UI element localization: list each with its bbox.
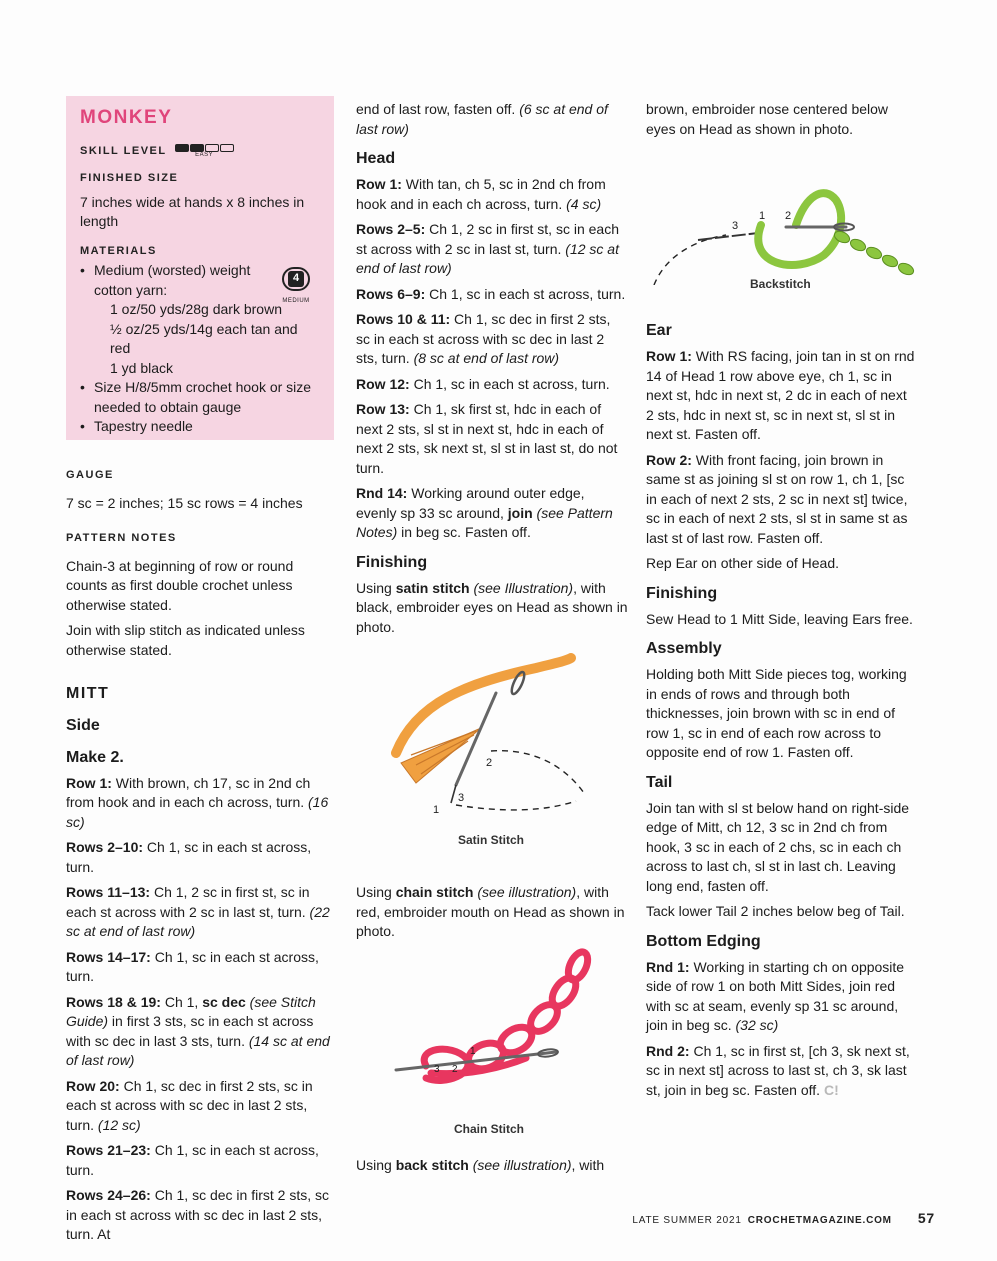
backstitch-illustration (646, 145, 918, 285)
instruction-row: Row 2: With front facing, join brown in same st as joining sl st on row 1, ch 1, [sc in each of next 2 sts, 2 sc in next st] twice, sc in each of next 2 sts, sl st in same st as last st of last row. Fasten off. (646, 451, 908, 546)
satin-stitch-figure (356, 643, 628, 853)
chain-stitch-figure (356, 948, 628, 1138)
back-num: 2 (785, 210, 792, 222)
instruction-row: Row 13: Ch 1, sk first st, hdc in each of next 2 sts, sl st in next st, hdc in each of next 2 sts, sk next st, sl st in last st, do not turn. (356, 401, 618, 476)
make-heading: Make 2. (66, 748, 124, 766)
page-number: 57 (917, 1210, 935, 1226)
skill-bar (175, 144, 189, 152)
finished-size-label: FINISHED SIZE (80, 172, 179, 184)
pattern-title: MONKEY (80, 107, 173, 128)
instruction-row: Rows 21–23: Ch 1, sc in each st across, turn. (66, 1142, 319, 1178)
continued-text: end of last row, fasten off. (6 sc at end of last row) (356, 101, 608, 137)
tail-text: Join tan with sl st below hand on right-side edge of Mitt, ch 12, 3 sc in 2nd ch from hook, 3 sc in each of 2 chs, sc in each ch across to last ch, sl st in last ch. Leaving long end, fasten off. (646, 799, 910, 894)
instruction-row: Row 12: Ch 1, sc in each st across, turn. (356, 375, 610, 392)
bottom-edging-heading: Bottom Edging (646, 932, 761, 950)
instruction-row: Rows 2–10: Ch 1, sc in each st across, turn. (66, 839, 312, 875)
skill-bars (175, 144, 234, 152)
chain-num: 1 (470, 1045, 476, 1057)
instruction-row: Rows 11–13: Ch 1, 2 sc in first st, sc in each st across with 2 sc in last st, turn. (22 sc at end of last row) (66, 884, 330, 939)
continued-text: brown, embroider nose centered below eyes on Head as shown in photo. (646, 101, 889, 137)
skill-level (80, 142, 320, 162)
side-heading: Side (66, 716, 100, 734)
chain-num: 2 (452, 1063, 458, 1075)
skill-level-label: SKILL LEVEL (80, 144, 167, 157)
tail-heading: Tail (646, 773, 673, 791)
satin-stitch-illustration (356, 643, 628, 828)
finishing-text: Sew Head to 1 Mitt Side, leaving Ears free. (646, 610, 913, 627)
page-footer (632, 1210, 935, 1226)
back-num: 3 (732, 220, 739, 232)
instruction-row: Rows 2–5: Ch 1, 2 sc in first st, sc in each st across with 2 sc in last st, turn. (12 sc at end of last row) (356, 221, 619, 276)
instruction-row: Rows 14–17: Ch 1, sc in each st across, turn. (66, 948, 319, 984)
back-instruction: Using back stitch (see illustration), with (356, 1156, 605, 1173)
back-num: 1 (759, 210, 766, 222)
mitt-heading: MITT (66, 685, 110, 702)
column-3 (646, 100, 918, 1106)
backstitch-figure (646, 145, 918, 295)
yarn-color-item: 1 oz/50 yds/28g dark brown (110, 301, 282, 317)
ear-repeat: Rep Ear on other side of Head. (646, 555, 840, 571)
yarn-weight-label: MEDIUM (282, 298, 310, 304)
instruction-row: Row 1: With RS facing, join tan in st on rnd 14 of Head 1 row above eye, ch 1, sc in next st, hdc in next st, 2 dc in each of next 2 sts, hdc in next st, sc in next st, sl st in next st. Fasten off. (646, 348, 915, 442)
chain-stitch-illustration (356, 948, 628, 1118)
chain-num: 3 (434, 1063, 440, 1075)
instruction-row: Rows 18 & 19: Ch 1, sc dec (see Stitch Guide) in first 3 sts, sc in each st across with sc dec in last 3 sts, turn. (14 sc at end of last row) (66, 993, 330, 1068)
finishing-heading: Finishing (356, 553, 428, 571)
satin-instruction: Using satin stitch (see Illustration), with black, embroider eyes on Head as shown in photo. (356, 579, 628, 635)
skill-bar (220, 144, 234, 152)
yarn-color-list (94, 300, 320, 378)
instruction-row: Rows 24–26: Ch 1, sc dec in first 2 sts, sc in each st across with sc dec in last 2 sts, turn. At (66, 1187, 329, 1242)
pattern-info-box (66, 96, 334, 440)
yarn-weight-number: 4 (288, 271, 304, 287)
backstitch-caption: Backstitch (750, 277, 811, 291)
ear-heading: Ear (646, 322, 672, 339)
gauge-label: GAUGE (66, 469, 114, 481)
satin-num: 1 (433, 804, 440, 816)
pattern-note: Chain-3 at beginning of row or round counts as first double crochet unless otherwise stated. (66, 557, 294, 613)
skill-bar (205, 144, 219, 152)
instruction-row: Rnd 2: Ch 1, sc in first st, [ch 3, sk next st, sc in next st] across to last st, ch 3, sk last st, join in beg sc. Fasten off. C! (646, 1042, 910, 1098)
chain-caption: Chain Stitch (454, 1121, 525, 1136)
pattern-note: Join with slip stitch as indicated unless otherwise stated. (66, 622, 305, 658)
tail-text: Tack lower Tail 2 inches below beg of Tail. (646, 903, 905, 919)
instruction-row: Row 20: Ch 1, sc dec in first 2 sts, sc in each st across with sc dec in last 2 sts, turn. (12 sc) (66, 1077, 313, 1133)
column-2 (356, 100, 628, 1181)
end-mark-logo: C! (823, 1081, 839, 1098)
materials-list (80, 261, 320, 437)
finished-size-text: 7 inches wide at hands x 8 inches in length (80, 193, 305, 229)
materials-label: MATERIALS (80, 244, 157, 257)
instruction-row: Rows 10 & 11: Ch 1, sc dec in first 2 sts, sc in each st across with sc dec in last 2 sts, turn. (8 sc at end of last row) (356, 311, 611, 366)
chain-instruction: Using chain stitch (see illustration), with red, embroider mouth on Head as shown in photo. (356, 884, 625, 939)
instruction-row: Rnd 1: Working in starting ch on opposite side of row 1 on both Mitt Sides, join red with sc at seam, evenly sp 31 sc around, join in beg sc. (32 sc) (646, 958, 905, 1033)
yarn-color-item: 1 yd black (110, 359, 174, 376)
finishing-heading: Finishing (646, 584, 718, 602)
website-label: CROCHETMAGAZINE.COM (747, 1215, 892, 1226)
yarn-color-item: ½ oz/25 yds/14g each tan and red (110, 320, 298, 356)
satin-num: 3 (458, 792, 465, 804)
instruction-row: Row 1: With tan, ch 5, sc in 2nd ch from hook and in each ch across, turn. (4 sc) (356, 176, 606, 212)
satin-caption: Satin Stitch (458, 833, 525, 847)
issue-label: LATE SUMMER 2021 (632, 1215, 742, 1226)
assembly-text: Holding both Mitt Side pieces tog, working in ends of rows and through both thicknesses, join brown with sc in end of row 1, sc in end of each row across to opposite end of row 1. Fasten off. (646, 666, 907, 760)
instruction-row: Rnd 14: Working around outer edge, evenly sp 33 sc around, join (see Pattern Notes) in beg sc. Fasten off. (356, 485, 613, 540)
pattern-notes-label: PATTERN NOTES (66, 532, 177, 544)
head-heading: Head (356, 150, 396, 167)
skill-bar (190, 144, 204, 152)
gauge-text: 7 sc = 2 inches; 15 sc rows = 4 inches (66, 494, 303, 511)
instruction-row: Row 1: With brown, ch 17, sc in 2nd ch from hook and in each ch across, turn. (16 sc) (66, 774, 329, 830)
assembly-heading: Assembly (646, 640, 722, 657)
skill-level-value: EASY (195, 151, 214, 158)
instruction-row: Rows 6–9: Ch 1, sc in each st across, turn. (356, 285, 626, 302)
satin-num: 2 (486, 757, 493, 769)
skill-level-meter (175, 144, 234, 159)
material-item: • Medium (worsted) weight cotton yarn: 1 oz/50 yds/28g dark brown ½ oz/25 yds/14g each tan and red 1 yd black (80, 261, 320, 378)
material-item: • Tapestry needle (80, 417, 320, 437)
material-item: • Size H/8/5mm crochet hook or size needed to obtain gauge (80, 378, 320, 417)
column-1 (66, 96, 336, 1251)
